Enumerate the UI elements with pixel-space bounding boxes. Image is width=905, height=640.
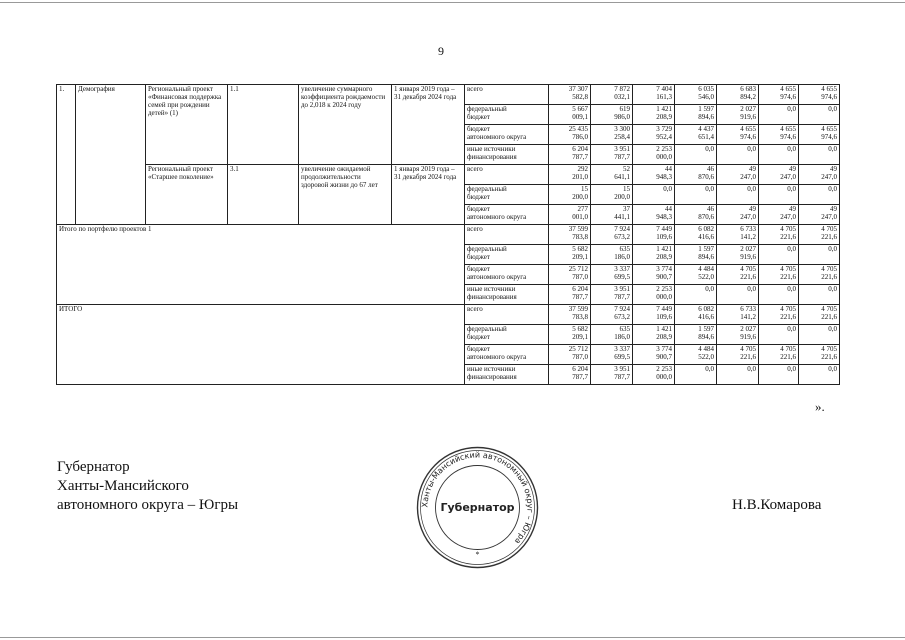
amount-cell: 4 484 522,0 xyxy=(675,265,717,285)
amount-cell: 4 705 221,6 xyxy=(799,265,840,285)
amount-cell: 6 733 141,2 xyxy=(717,225,759,245)
amount-cell: 37 599 783,8 xyxy=(549,225,591,245)
amount-cell: 1 597 894,6 xyxy=(675,245,717,265)
project-code-cell: 1.1 xyxy=(228,85,299,165)
amount-cell: 0,0 xyxy=(759,285,799,305)
amount-cell: 52 641,1 xyxy=(591,165,633,185)
amount-cell: 4 437 651,4 xyxy=(675,125,717,145)
amount-cell: 0,0 xyxy=(759,105,799,125)
amount-cell: 6 204 787,7 xyxy=(549,285,591,305)
amount-cell: 6 204 787,7 xyxy=(549,365,591,385)
amount-cell: 4 705 221,6 xyxy=(759,345,799,365)
project-goal-cell: увеличение суммарного коэффициента рождаемости до 2,018 к 2024 году xyxy=(299,85,392,165)
funding-source-cell: федеральный бюджет xyxy=(465,245,549,265)
closing-quote-mark: ». xyxy=(815,399,825,414)
amount-cell: 25 712 787,0 xyxy=(549,265,591,285)
table-row xyxy=(57,225,840,245)
amount-cell: 0,0 xyxy=(675,185,717,205)
funding-source-cell: всего xyxy=(465,225,549,245)
amount-cell: 0,0 xyxy=(717,145,759,165)
amount-cell: 15 200,0 xyxy=(591,185,633,205)
amount-cell: 44 948,3 xyxy=(633,205,675,225)
amount-cell: 0,0 xyxy=(799,285,840,305)
amount-cell: 1 597 894,6 xyxy=(675,105,717,125)
amount-cell: 25 712 787,0 xyxy=(549,345,591,365)
amount-cell: 619 986,0 xyxy=(591,105,633,125)
financing-table xyxy=(56,84,840,385)
amount-cell: 3 951 787,7 xyxy=(591,365,633,385)
amount-cell: 0,0 xyxy=(799,245,840,265)
amount-cell: 4 705 221,6 xyxy=(759,305,799,325)
project-period-cell: 1 января 2019 года – 31 декабря 2024 года xyxy=(392,85,465,165)
amount-cell: 2 027 919,6 xyxy=(717,325,759,345)
amount-cell: 46 870,6 xyxy=(675,205,717,225)
amount-cell: 0,0 xyxy=(759,185,799,205)
funding-source-cell: иные источники финансирования xyxy=(465,285,549,305)
amount-cell: 6 683 894,2 xyxy=(717,85,759,105)
amount-cell: 1 421 208,9 xyxy=(633,245,675,265)
funding-source-cell: бюджет автономного округа xyxy=(465,265,549,285)
amount-cell: 0,0 xyxy=(759,325,799,345)
amount-cell: 0,0 xyxy=(759,245,799,265)
amount-cell: 4 655 974,6 xyxy=(799,125,840,145)
amount-cell: 0,0 xyxy=(675,365,717,385)
amount-cell: 4 705 221,6 xyxy=(717,265,759,285)
amount-cell: 4 705 221,6 xyxy=(717,345,759,365)
amount-cell: 277 001,0 xyxy=(549,205,591,225)
table-row xyxy=(57,305,840,325)
funding-source-cell: иные источники финансирования xyxy=(465,365,549,385)
amount-cell: 635 186,0 xyxy=(591,245,633,265)
amount-cell: 6 733 141,2 xyxy=(717,305,759,325)
amount-cell: 0,0 xyxy=(799,185,840,205)
amount-cell: 4 655 974,6 xyxy=(759,85,799,105)
amount-cell: 3 337 699,5 xyxy=(591,265,633,285)
amount-cell: 37 599 783,8 xyxy=(549,305,591,325)
project-period-cell: 1 января 2019 года – 31 декабря 2024 года xyxy=(392,165,465,225)
project-goal-cell: увеличение ожидаемой продолжительности здоровой жизни до 67 лет xyxy=(299,165,392,225)
funding-source-cell: федеральный бюджет xyxy=(465,325,549,345)
amount-cell: 7 449 109,6 xyxy=(633,305,675,325)
table-row xyxy=(57,165,840,185)
amount-cell: 2 253 000,0 xyxy=(633,285,675,305)
funding-source-cell: бюджет автономного округа xyxy=(465,345,549,365)
amount-cell: 7 404 161,3 xyxy=(633,85,675,105)
amount-cell: 0,0 xyxy=(675,145,717,165)
table-row xyxy=(57,85,840,105)
amount-cell: 7 924 673,2 xyxy=(591,225,633,245)
funding-source-cell: всего xyxy=(465,305,549,325)
funding-source-cell: всего xyxy=(465,165,549,185)
funding-source-cell: иные источники финансирования xyxy=(465,145,549,165)
amount-cell: 3 774 900,7 xyxy=(633,345,675,365)
amount-cell: 37 307 582,8 xyxy=(549,85,591,105)
amount-cell: 4 655 974,6 xyxy=(799,85,840,105)
svg-text:*: * xyxy=(475,550,480,559)
scan-edge-top xyxy=(0,2,905,3)
amount-cell: 3 951 787,7 xyxy=(591,145,633,165)
amount-cell: 2 027 919,6 xyxy=(717,105,759,125)
amount-cell: 3 729 952,4 xyxy=(633,125,675,145)
amount-cell: 2 253 000,0 xyxy=(633,365,675,385)
project-name-cell: Региональный проект «Старшее поколение» xyxy=(146,165,228,225)
amount-cell: 6 035 546,0 xyxy=(675,85,717,105)
amount-cell: 4 705 221,6 xyxy=(799,225,840,245)
amount-cell: 49 247,0 xyxy=(799,165,840,185)
portfolio-total-label: Итого по портфелю проектов 1 xyxy=(57,225,465,305)
amount-cell: 3 951 787,7 xyxy=(591,285,633,305)
funding-source-cell: всего xyxy=(465,85,549,105)
governor-name: Н.В.Комарова xyxy=(732,497,822,513)
amount-cell: 0,0 xyxy=(799,105,840,125)
amount-cell: 37 441,1 xyxy=(591,205,633,225)
amount-cell: 4 705 221,6 xyxy=(759,265,799,285)
amount-cell: 15 200,0 xyxy=(549,185,591,205)
svg-text:Губернатор: Губернатор xyxy=(440,501,515,514)
amount-cell: 49 247,0 xyxy=(717,165,759,185)
amount-cell: 1 421 208,9 xyxy=(633,325,675,345)
grand-total-label: ИТОГО xyxy=(57,305,465,385)
amount-cell: 3 300 258,4 xyxy=(591,125,633,145)
amount-cell: 7 924 673,2 xyxy=(591,305,633,325)
amount-cell: 635 186,0 xyxy=(591,325,633,345)
amount-cell: 49 247,0 xyxy=(799,205,840,225)
funding-source-cell: бюджет автономного округа xyxy=(465,205,549,225)
governor-title: Губернатор Ханты-Мансийского автономного округа – Югры xyxy=(57,459,239,513)
amount-cell: 4 655 974,6 xyxy=(759,125,799,145)
amount-cell: 4 705 221,6 xyxy=(799,345,840,365)
amount-cell: 6 082 416,6 xyxy=(675,305,717,325)
amount-cell: 44 948,3 xyxy=(633,165,675,185)
amount-cell: 0,0 xyxy=(675,285,717,305)
amount-cell: 4 705 221,6 xyxy=(759,225,799,245)
amount-cell: 0,0 xyxy=(799,365,840,385)
amount-cell: 0,0 xyxy=(799,325,840,345)
amount-cell: 49 247,0 xyxy=(759,165,799,185)
funding-source-cell: федеральный бюджет xyxy=(465,105,549,125)
amount-cell: 0,0 xyxy=(717,365,759,385)
amount-cell: 4 705 221,6 xyxy=(799,305,840,325)
amount-cell: 49 247,0 xyxy=(717,205,759,225)
amount-cell: 0,0 xyxy=(799,145,840,165)
amount-cell: 4 484 522,0 xyxy=(675,345,717,365)
amount-cell: 4 655 974,6 xyxy=(717,125,759,145)
project-name-cell: Региональный проект «Финансовая поддержка семей при рождении детей» (1) xyxy=(146,85,228,165)
svg-text:Ханты-Мансийский автономный ок: Ханты-Мансийский автономный округ – Югра xyxy=(420,450,535,546)
amount-cell: 5 667 009,1 xyxy=(549,105,591,125)
page-number: 9 xyxy=(438,44,444,58)
amount-cell: 6 082 416,6 xyxy=(675,225,717,245)
amount-cell: 0,0 xyxy=(633,185,675,205)
funding-source-cell: федеральный бюджет xyxy=(465,185,549,205)
amount-cell: 46 870,6 xyxy=(675,165,717,185)
amount-cell: 6 204 787,7 xyxy=(549,145,591,165)
amount-cell: 3 337 699,5 xyxy=(591,345,633,365)
funding-source-cell: бюджет автономного округа xyxy=(465,125,549,145)
amount-cell: 0,0 xyxy=(759,365,799,385)
amount-cell: 49 247,0 xyxy=(759,205,799,225)
amount-cell: 0,0 xyxy=(759,145,799,165)
amount-cell: 2 027 919,6 xyxy=(717,245,759,265)
row-number-cell: 1. xyxy=(57,85,76,225)
governor-seal-stamp xyxy=(415,445,540,570)
amount-cell: 5 682 209,1 xyxy=(549,325,591,345)
amount-cell: 7 449 109,6 xyxy=(633,225,675,245)
amount-cell: 0,0 xyxy=(717,285,759,305)
amount-cell: 3 774 900,7 xyxy=(633,265,675,285)
project-code-cell: 3.1 xyxy=(228,165,299,225)
amount-cell: 7 872 032,1 xyxy=(591,85,633,105)
direction-cell: Демография xyxy=(76,85,146,225)
amount-cell: 1 421 208,9 xyxy=(633,105,675,125)
amount-cell: 25 435 786,0 xyxy=(549,125,591,145)
amount-cell: 2 253 000,0 xyxy=(633,145,675,165)
amount-cell: 0,0 xyxy=(717,185,759,205)
amount-cell: 292 201,0 xyxy=(549,165,591,185)
scan-edge-bottom xyxy=(0,637,905,638)
amount-cell: 5 682 209,1 xyxy=(549,245,591,265)
amount-cell: 1 597 894,6 xyxy=(675,325,717,345)
